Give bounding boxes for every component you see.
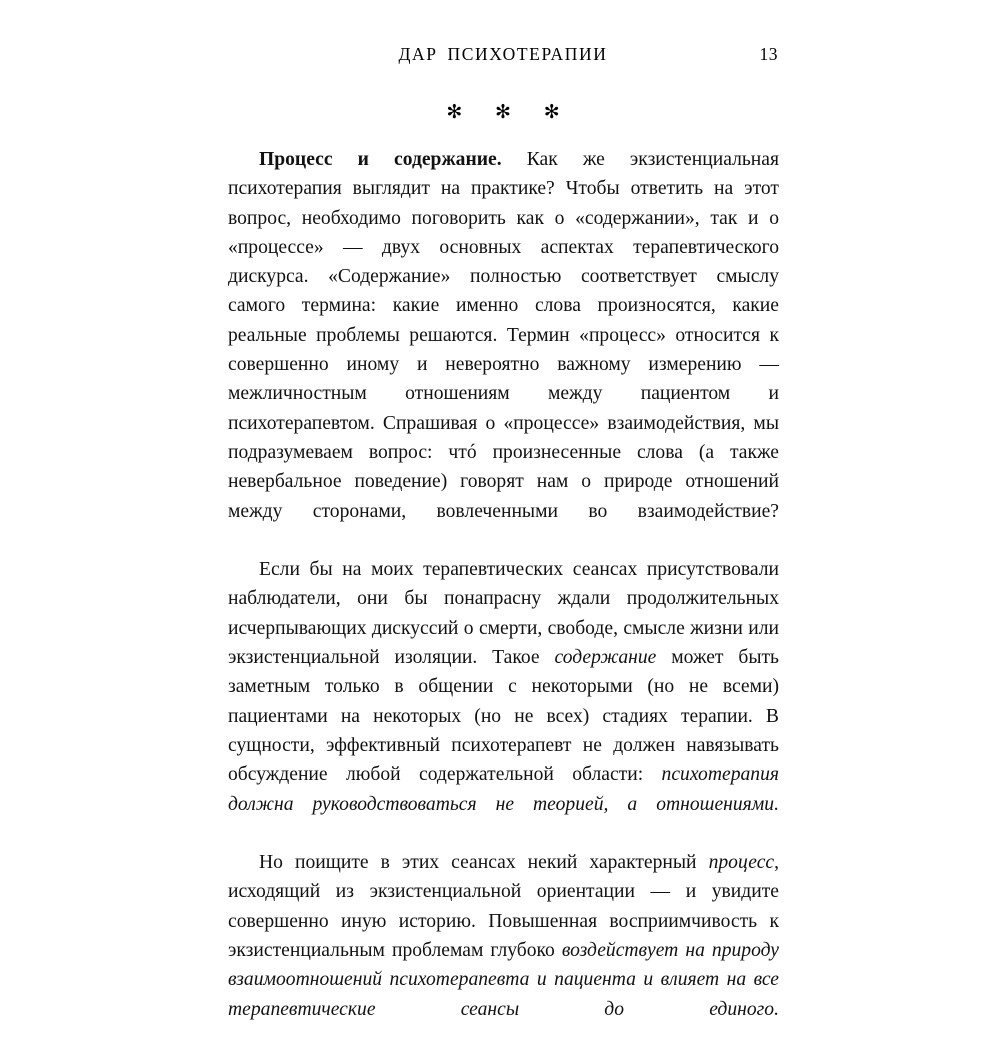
paragraph-process-search <box>228 848 779 1053</box>
paragraph-text-part-1: Но поищите в этих сеансах некий характерный <box>259 852 709 874</box>
emphasis-therapy-maxim: психотерапия должна руководствоваться не теорией, а отношениями. <box>228 764 779 815</box>
running-head-title: ДАР ПСИХОТЕРАПИИ <box>398 44 608 64</box>
paragraph-text-part-2: , исходящий из экзистенциальной ориентации — и увидите совершенно иную историю. Повышенная восприимчивость к экзистенциальным проблемам глубоко <box>228 852 779 962</box>
paragraph-process-and-content <box>228 145 779 555</box>
body-text <box>228 145 779 1053</box>
paragraph-text-part-2: может быть заметным только в общении с некоторыми (но не всеми) пациентами на некоторых (но не всех) стадиях терапии. В сущности, эффективный психотерапевт не должен навязывать обсуждение любой содержательной области: <box>228 647 779 786</box>
paragraph-body: Как же экзистенциальная психотерапия выглядит на практике? Чтобы ответить на этот вопрос, необходимо поговорить как о «содержании», так и о «процессе» — двух основных аспектах терапевтического дискурса. «Содержание» полностью соответствует смыслу самого термина: какие именно слова произносятся, какие реальные проблемы решаются. Термин «процесс» относится к совершенно иному и невероятно важному измерению — межличностным отношениям между пациентом и психотерапевтом. Спрашивая о «процессе» взаимодействия, мы подразумеваем вопрос: чтó произнесенные слова (а также невербальное поведение) говорят нам о природе отношений между сторонами, вовлеченными во взаимодействие? <box>228 149 779 522</box>
emphasis-influence-statement: воздействует на природу взаимоотношений психотерапевта и пациента и влияет на все терапевтические сеансы до единого. <box>228 940 779 1020</box>
paragraph-lead-in: Процесс и содержание. <box>259 149 502 170</box>
emphasis-protsess: процесс <box>708 852 775 874</box>
section-divider-asterisks: ✻ ✻ ✻ <box>446 102 574 123</box>
emphasis-soderzhanie: содержание <box>554 647 657 669</box>
paragraph-text-part-1: Если бы на моих терапевтических сеансах присутствовали наблюдатели, они бы понапрасну ждали продолжительных исчерпывающих дискуссий о смерти, свободе, смысле жизни или экзистенциальной изоляции. Такое <box>228 559 779 669</box>
page-number: 13 <box>759 44 778 64</box>
paragraph-observers <box>228 555 779 848</box>
